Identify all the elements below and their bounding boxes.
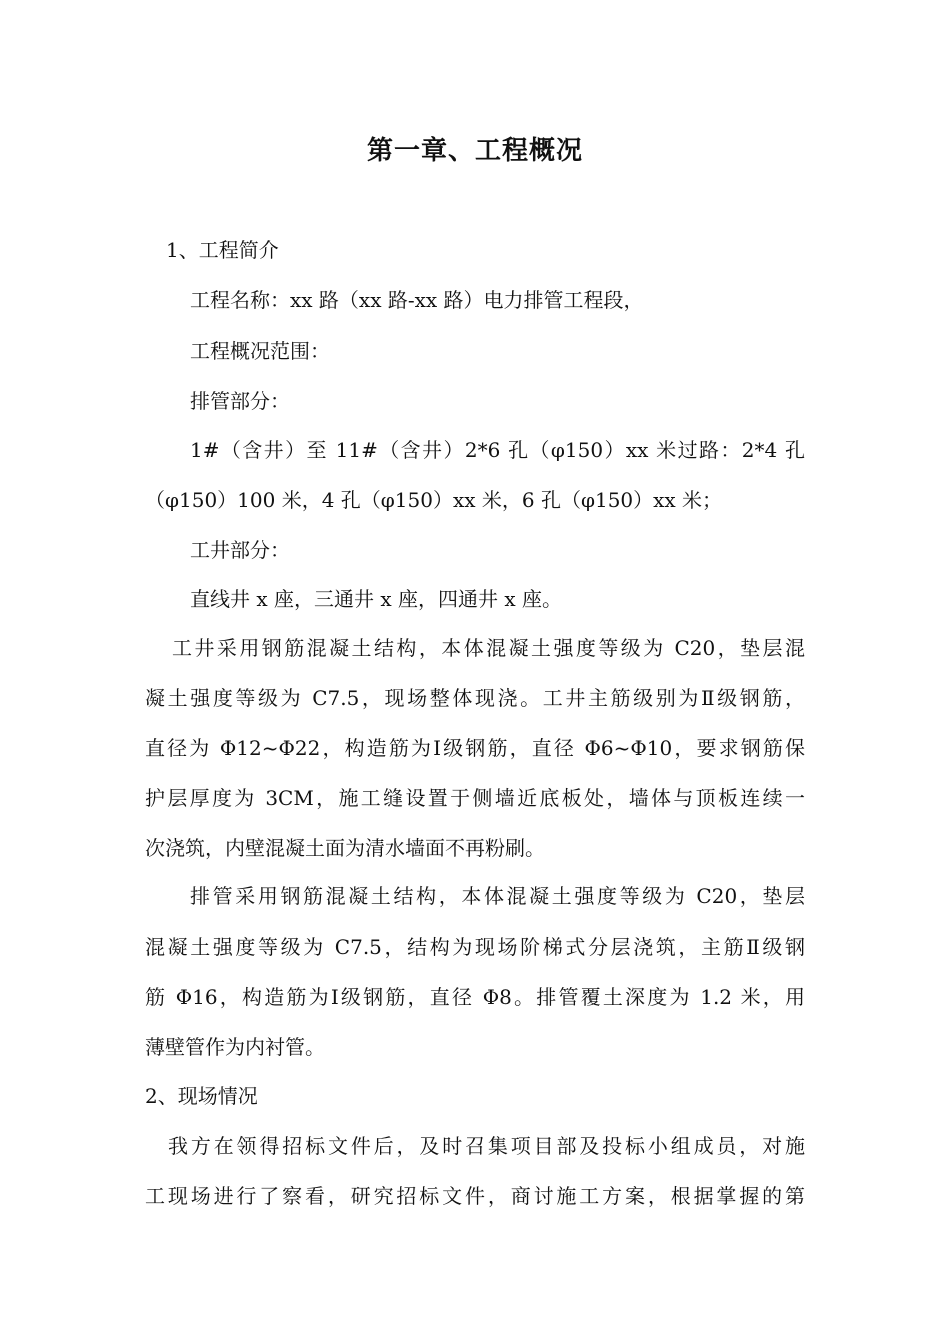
well-section-label: 工井部分： xyxy=(190,538,290,562)
pipe-section-label: 排管部分： xyxy=(190,389,290,413)
pipe-desc-line-2: 混凝土强度等级为 C7.5，结构为现场阶梯式分层浇筑，主筋Ⅱ级钢 xyxy=(145,935,805,959)
pipe-spec-line-1: 1#（含井）至 11#（含井）2*6 孔（φ150）xx 米过路：2*4 孔 xyxy=(190,438,805,462)
well-desc-line-1: 工井采用钢筋混凝土结构，本体混凝土强度等级为 C20，垫层混 xyxy=(172,636,805,660)
site-paragraph-line-2: 工现场进行了察看，研究招标文件，商讨施工方案，根据掌握的第 xyxy=(145,1184,805,1208)
section-heading-site-conditions: 2、现场情况 xyxy=(145,1084,258,1108)
chapter-title: 第一章、工程概况 xyxy=(366,136,583,166)
well-desc-line-3: 直径为 Φ12~Φ22，构造筋为Ⅰ级钢筋，直径 Φ6~Φ10，要求钢筋保 xyxy=(145,736,805,760)
pipe-desc-line-1: 排管采用钢筋混凝土结构，本体混凝土强度等级为 C20，垫层 xyxy=(190,884,805,908)
scope-label: 工程概况范围： xyxy=(190,339,330,363)
well-counts-line: 直线井 x 座，三通井 x 座，四通井 x 座。 xyxy=(190,587,562,611)
well-desc-line-4: 护层厚度为 3CM，施工缝设置于侧墙近底板处，墙体与顶板连续一 xyxy=(145,786,805,810)
pipe-spec-line-2: （φ150）100 米，4 孔（φ150）xx 米，6 孔（φ150）xx 米； xyxy=(145,488,723,512)
well-desc-line-5: 次浇筑，内壁混凝土面为清水墙面不再粉刷。 xyxy=(145,836,545,860)
section-heading-project-intro: 1、工程简介 xyxy=(166,238,279,262)
project-name-line: 工程名称：xx 路（xx 路-xx 路）电力排管工程段， xyxy=(190,288,644,312)
site-paragraph-line-1: 我方在领得招标文件后，及时召集项目部及投标小组成员，对施 xyxy=(168,1134,805,1158)
pipe-desc-line-3: 筋 Φ16，构造筋为Ⅰ级钢筋，直径 Φ8。排管覆土深度为 1.2 米，用 xyxy=(145,985,805,1009)
well-desc-line-2: 凝土强度等级为 C7.5，现场整体现浇。工井主筋级别为Ⅱ级钢筋， xyxy=(145,686,805,710)
pipe-desc-line-4: 薄壁管作为内衬管。 xyxy=(145,1035,325,1059)
